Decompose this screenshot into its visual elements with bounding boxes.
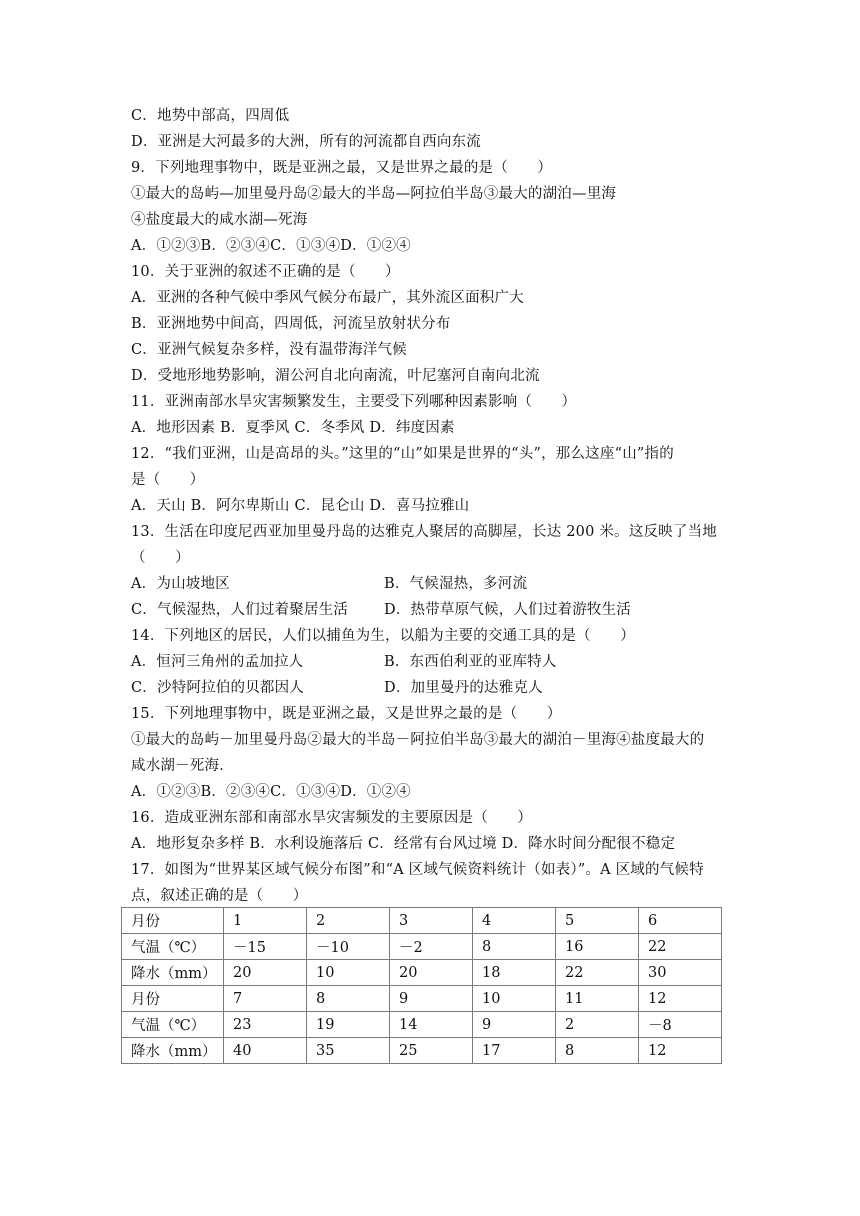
table-cell: 7 xyxy=(224,986,307,1012)
table-cell: 11 xyxy=(556,986,639,1012)
table-cell: 6 xyxy=(639,908,722,934)
q8-option-c: C．地势中部高，四周低 xyxy=(131,108,290,124)
q15-stem-line2: ①最大的岛屿－加里曼丹岛②最大的半岛－阿拉伯半岛③最大的湖泊－里海④盐度最大的 xyxy=(131,732,705,748)
table-cell: －8 xyxy=(639,1012,722,1038)
table-cell: 8 xyxy=(556,1038,639,1064)
table-row-precipitation-row xyxy=(122,1038,722,1064)
table-row-header-cell: 月份 xyxy=(122,986,224,1012)
q9-stem-line3: ④盐度最大的咸水湖—死海 xyxy=(131,212,308,228)
table-cell: －10 xyxy=(307,934,390,960)
table-cell: 22 xyxy=(639,934,722,960)
q11-options: A．地形因素 B．夏季风 C．冬季风 D．纬度因素 xyxy=(131,420,455,436)
table-cell: 4 xyxy=(473,908,556,934)
q9-options: A．①②③B．②③④C．①③④D．①②④ xyxy=(131,238,411,254)
table-row-temperature-row xyxy=(122,1012,722,1038)
q15-stem-line3: 咸水湖－死海． xyxy=(131,758,234,774)
table-cell: 17 xyxy=(473,1038,556,1064)
q12-stem-line2: 是（ ） xyxy=(131,472,205,488)
q11-stem: 11．亚洲南部水旱灾害频繁发生，主要受下列哪种因素影响（ ） xyxy=(131,394,577,410)
table-row-precipitation-row xyxy=(122,960,722,986)
table-row-header-cell: 气温（℃） xyxy=(122,934,224,960)
table-cell: 22 xyxy=(556,960,639,986)
table-row-header-cell: 月份 xyxy=(122,908,224,934)
table-cell: 10 xyxy=(473,986,556,1012)
q15-options: A．①②③B．②③④C．①③④D．①②④ xyxy=(131,784,411,800)
q10-option-b: B．亚洲地势中间高，四周低，河流呈放射状分布 xyxy=(131,316,451,332)
table-cell: 20 xyxy=(390,960,473,986)
table-cell: 16 xyxy=(556,934,639,960)
q10-option-c: C．亚洲气候复杂多样，没有温带海洋气候 xyxy=(131,342,407,358)
q13-option-d: D．热带草原气候，人们过着游牧生活 xyxy=(384,602,632,618)
table-cell: 20 xyxy=(224,960,307,986)
table-cell: 9 xyxy=(390,986,473,1012)
table-cell: 8 xyxy=(307,986,390,1012)
q14-option-c: C．沙特阿拉伯的贝都因人 xyxy=(131,680,304,696)
q10-option-d: D．受地形地势影响，湄公河自北向南流，叶尼塞河自南向北流 xyxy=(131,368,540,384)
q13-stem: 13．生活在印度尼西亚加里曼丹岛的达雅克人聚居的高脚屋，长达 200 米。这反映了当地 xyxy=(131,524,717,540)
q17-stem: 17．如图为“世界某区域气候分布图”和“A 区域气候资料统计（如表）”。A 区域的气候特 xyxy=(131,862,704,878)
q8-option-d: D．亚洲是大河最多的大洲，所有的河流都自西向东流 xyxy=(131,134,481,150)
q9-stem: 9．下列地理事物中，既是亚洲之最，又是世界之最的是（ ） xyxy=(131,160,553,176)
table-cell: 18 xyxy=(473,960,556,986)
table-cell: －15 xyxy=(224,934,307,960)
table-cell: 40 xyxy=(224,1038,307,1064)
q15-stem: 15．下列地理事物中，既是亚洲之最，又是世界之最的是（ ） xyxy=(131,706,562,722)
table-cell: 9 xyxy=(473,1012,556,1038)
q14-option-a: A．恒河三角州的孟加拉人 xyxy=(131,654,304,670)
table-cell: 5 xyxy=(556,908,639,934)
q10-option-a: A．亚洲的各种气候中季风气候分布最广，其外流区面积广大 xyxy=(131,290,524,306)
table-cell: 1 xyxy=(224,908,307,934)
table-row-header-cell: 降水（mm） xyxy=(122,960,224,986)
table-cell: 19 xyxy=(307,1012,390,1038)
table-cell: 14 xyxy=(390,1012,473,1038)
q10-stem: 10．关于亚洲的叙述不正确的是（ ） xyxy=(131,264,400,280)
q14-stem: 14．下列地区的居民，人们以捕鱼为生，以船为主要的交通工具的是（ ） xyxy=(131,628,635,644)
table-cell: 25 xyxy=(390,1038,473,1064)
table-row-month-row xyxy=(122,986,722,1012)
q13-option-a: A．为山坡地区 xyxy=(131,576,230,592)
q9-stem-line2: ①最大的岛屿—加里曼丹岛②最大的半岛—阿拉伯半岛③最大的湖泊—里海 xyxy=(131,186,617,202)
table-row-temperature-row xyxy=(122,934,722,960)
table-row-header-cell: 降水（mm） xyxy=(122,1038,224,1064)
table-cell: 12 xyxy=(639,986,722,1012)
q17-stem-line2: 点，叙述正确的是（ ） xyxy=(131,888,308,904)
q12-options: A．天山 B．阿尔卑斯山 C．昆仑山 D．喜马拉雅山 xyxy=(131,498,470,514)
q13-option-c: C．气候湿热，人们过着聚居生活 xyxy=(131,602,349,618)
table-cell: 30 xyxy=(639,960,722,986)
table-cell: 23 xyxy=(224,1012,307,1038)
climate-data-table xyxy=(121,907,722,1064)
q13-stem-line2: （ ） xyxy=(131,550,190,566)
q12-stem: 12．“我们亚洲，山是高昂的头。”这里的“山”如果是世界的“头”，那么这座“山”指的 xyxy=(131,446,674,462)
table-cell: 8 xyxy=(473,934,556,960)
table-cell: 35 xyxy=(307,1038,390,1064)
table-cell: 3 xyxy=(390,908,473,934)
q14-option-b: B．东西伯利亚的亚库特人 xyxy=(384,654,557,670)
table-cell: 2 xyxy=(556,1012,639,1038)
q16-options: A．地形复杂多样 B．水利设施落后 C．经常有台风过境 D．降水时间分配很不稳定 xyxy=(131,836,676,852)
table-cell: 2 xyxy=(307,908,390,934)
q13-option-b: B．气候湿热，多河流 xyxy=(384,576,528,592)
table-row-month-row xyxy=(122,908,722,934)
q16-stem: 16．造成亚洲东部和南部水旱灾害频发的主要原因是（ ） xyxy=(131,810,533,826)
table-row-header-cell: 气温（℃） xyxy=(122,1012,224,1038)
table-cell: －2 xyxy=(390,934,473,960)
table-cell: 12 xyxy=(639,1038,722,1064)
table-cell: 10 xyxy=(307,960,390,986)
q14-option-d: D．加里曼丹的达雅克人 xyxy=(384,680,543,696)
